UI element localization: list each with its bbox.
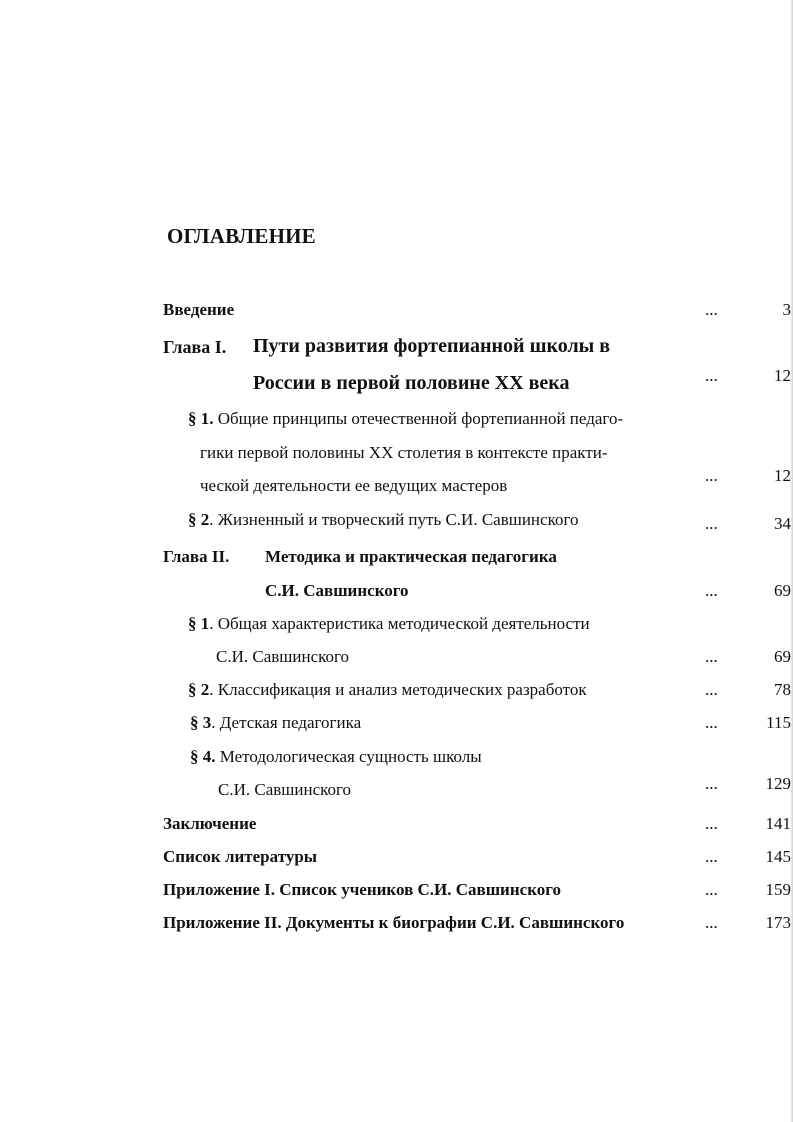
toc-ch2-s2-dots: ... [705,680,718,699]
toc-intro-label: Введение [163,300,235,319]
toc-intro-page: 3 [782,300,791,319]
toc-ch2-s1-page: 69 [774,647,791,666]
toc-ch2-s3-num: § 3 [190,713,212,732]
toc-ch2-s1-num: § 1 [188,614,210,633]
toc-appendix1-dots: ... [705,880,718,899]
toc-ch1-s1-text-line1: Общие принципы отечественной фортепианной педаго- [217,409,624,428]
toc-ch1-dots: ... [705,366,718,385]
toc-bibliography-page: 145 [765,847,791,866]
toc-ch1-s1-line3: ческой деятельности ее ведущих мастеров [200,476,508,495]
toc-intro-dots: ... [705,300,718,319]
toc-ch2-s2-page: 78 [774,680,791,699]
toc-ch2-s4-line1 [190,747,482,767]
toc-bibliography-label: Список литературы [163,847,318,866]
toc-ch1-s2-num: § 2 [188,510,210,529]
toc-ch2-s1-text-line1: . Общая характеристика методической деятельности [209,614,590,633]
toc-conclusion-page: 141 [765,814,791,833]
toc-ch2-s4-line2: С.И. Савшинского [218,780,352,799]
toc-ch1-page: 12 [774,366,791,385]
toc-appendix1-page: 159 [765,880,791,899]
toc-ch2-s4-page: 129 [765,774,791,793]
toc-ch2-s2-num: § 2 [188,680,210,699]
toc-conclusion-dots: ... [705,814,718,833]
toc-ch1-s1-page: 12 [774,466,791,485]
toc-ch2-s3-dots: ... [705,713,718,732]
toc-ch2-s3-text: . Детская педагогика [211,713,362,732]
toc-ch2-s1-dots: ... [705,647,718,666]
toc-ch1-s2-page: 34 [774,514,791,533]
toc-ch2-s3 [190,713,361,733]
toc-ch1-title-line2: России в первой половине XX века [253,372,570,394]
toc-appendix2-dots: ... [705,913,718,932]
toc-ch2-s4-num: § 4. [190,747,216,766]
toc-ch2-s3-page: 115 [766,713,791,732]
toc-ch2-s1-line2: С.И. Савшинского [216,647,350,666]
toc-ch1-s1-line2: гики первой половины XX столетия в контексте практи- [200,443,608,462]
toc-ch2-page: 69 [774,581,791,600]
toc-ch1-prefix: Глава I. [163,337,227,357]
toc-ch1-s1-line1 [188,409,623,429]
toc-ch2-s1-line1 [188,614,590,634]
toc-appendix2-label: Приложение II. Документы к биографии С.И. Савшинского [163,913,625,932]
toc-conclusion-label: Заключение [163,814,257,833]
toc-ch2-prefix: Глава II. [163,547,230,566]
toc-ch2-s2-text: . Классификация и анализ методических разработок [209,680,587,699]
toc-ch2-title-line2: С.И. Савшинского [265,581,409,600]
toc-ch2-s2 [188,680,587,700]
toc-ch2-title-line1: Методика и практическая педагогика [265,547,557,566]
toc-ch2-s4-dots: ... [705,774,718,793]
toc-ch2-s4-text-line1: Методологическая сущность школы [215,747,482,766]
toc-appendix2-page: 173 [765,913,791,932]
toc-ch1-s1-num: § 1. [188,409,214,428]
toc-bibliography-dots: ... [705,847,718,866]
toc-ch1-s2-text: . Жизненный и творческий путь С.И. Савшинского [209,510,579,529]
toc-ch1-s2-dots: ... [705,514,718,533]
toc-ch2-dots: ... [705,581,718,600]
page-title: ОГЛАВЛЕНИЕ [167,224,316,248]
toc-appendix1-label: Приложение I. Список учеников С.И. Савшинского [163,880,562,899]
toc-ch1-s2 [188,510,579,530]
toc-ch1-title-line1: Пути развития фортепианной школы в [253,335,611,357]
toc-ch1-s1-dots: ... [705,466,718,485]
